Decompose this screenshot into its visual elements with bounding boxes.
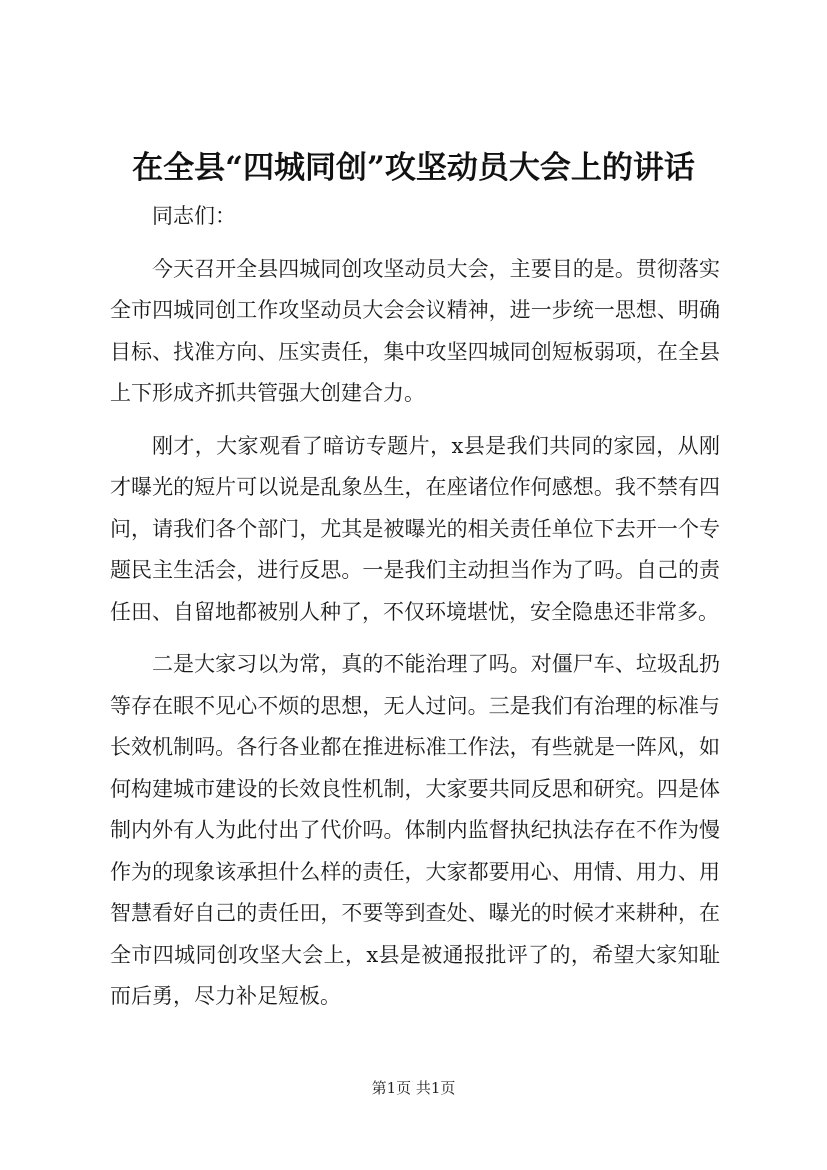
- page-number-footer: 第1页 共1页: [371, 1079, 456, 1097]
- paragraph-3: 二是大家习以为常，真的不能治理了吗。对僵尸车、垃圾乱扔等存在眼不见心不烦的思想，无人过问。三是我们有治理的标准与长效机制吗。各行各业都在推进标准工作法，有些就是一阵风，如何构建城市建设的长效良性机制，大家要共同反思和研究。四是体制内外有人为此付出了代价吗。体制内监督执纪执法存在不作为慢作为的现象该承担什么样的责任，大家都要用心、用情、用力、用智慧看好自己的责任田，不要等到查处、曝光的时候才来耕种，在全市四城同创攻坚大会上，x县是被通报批评了的，希望大家知耻而后勇，尽力补足短板。: [110, 652, 720, 1008]
- paragraph-2: 刚才，大家观看了暗访专题片，x县是我们共同的家园，从刚才曝光的短片可以说是乱象丛生，在座诸位作何感想。我不禁有四问，请我们各个部门，尤其是被曝光的相关责任单位下去开一个专题民主生活会，进行反思。一是我们主动担当作为了吗。自己的责任田、自留地都被别人种了，不仅环境堪忧，安全隐患还非常多。: [110, 433, 720, 624]
- document-body: [110, 196, 720, 1029]
- salutation: 同志们：: [152, 204, 236, 228]
- page-title: 在全县“四城同创”攻坚动员大会上的讲话: [132, 150, 695, 186]
- paragraph-1: 今天召开全县四城同创攻坚动员大会，主要目的是。贯彻落实全市四城同创工作攻坚动员大会会议精神，进一步统一思想、明确目标、找准方向、压实责任，集中攻坚四城同创短板弱项，在全县上下形成齐抓共管强大创建合力。: [110, 256, 720, 405]
